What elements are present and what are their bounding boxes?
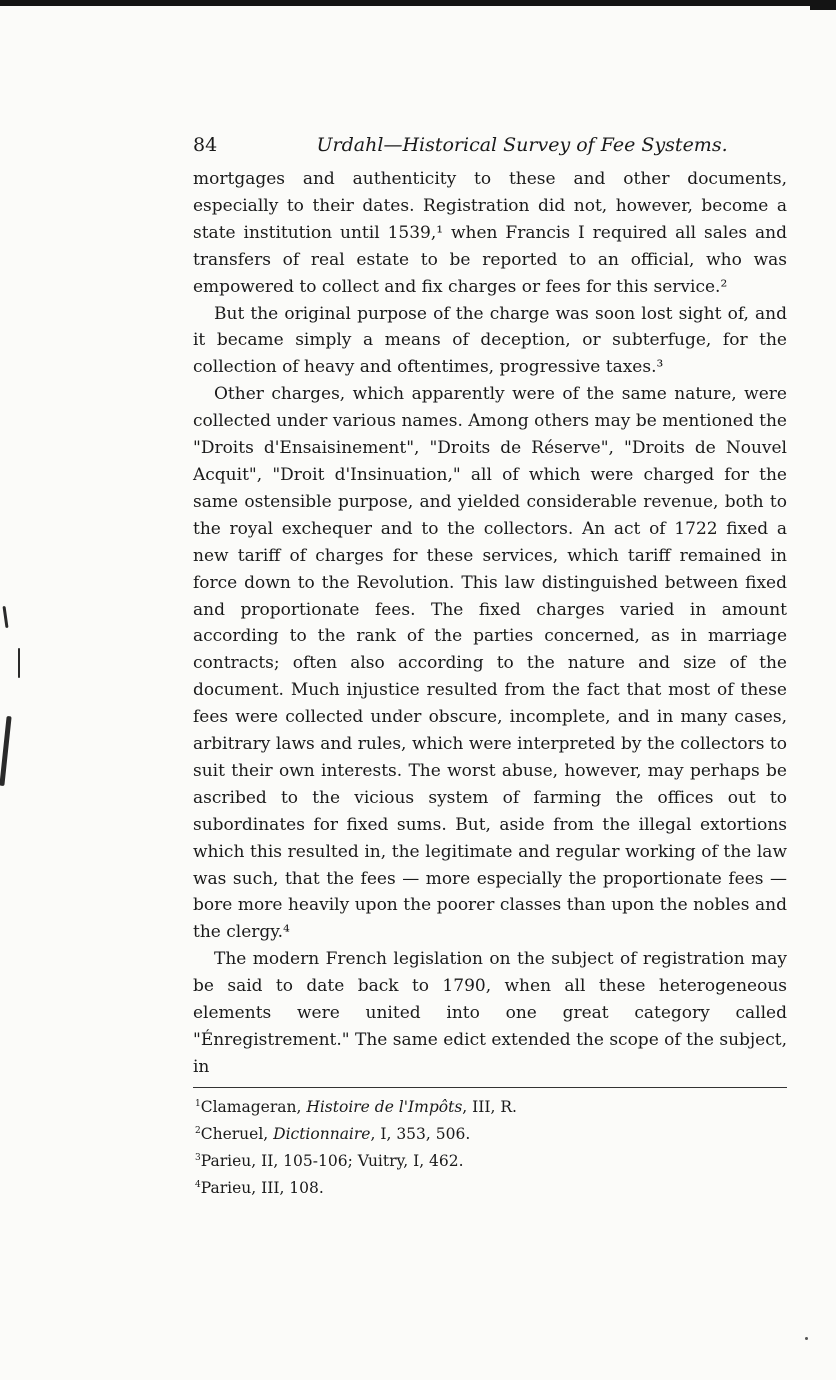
footnote-mark: 1 xyxy=(195,1098,201,1109)
footnote xyxy=(195,1092,787,1119)
footnote-text: , III, R. xyxy=(462,1097,517,1116)
scan-gutter-mark xyxy=(2,606,8,628)
footnote-text: Clamageran, xyxy=(200,1097,307,1116)
footnote xyxy=(195,1119,787,1146)
paragraph: mortgages and authenticity to these and other documents, especially to their dates. Registration did not, however, become a state institution until 1539,¹ when Francis I required all sales and transfers of real estate to be reported to an official, who was empowered to collect and fix charges or fees for this service.² xyxy=(193,169,787,297)
body-text xyxy=(193,166,787,1081)
footnote xyxy=(195,1173,787,1200)
running-title: Urdahl—Historical Survey of Fee Systems. xyxy=(316,134,728,156)
footnote-mark: 4 xyxy=(195,1180,201,1191)
paragraph: Other charges, which apparently were of the same nature, were collected under various names. Among others may be mentioned the "Droits d'Ensaisinement", "Droits de Réserve", "Droits de Nouvel Acquit", "Droit d'Insinuation," all of which were charged for the same ostensible purpose, and yielded considerable revenue, both to the royal exchequer and to the collectors. An act of 1722 fixed a new tariff of charges for these services, which tariff remained in force down to the Revolution. This law distinguished between fixed and proportionate fees. The fixed charges varied in amount according to the rank of the parties concerned, as in marriage contracts; often also according to the nature and size of the document. Much injustice resulted from the fact that most of these fees were collected under obscure, incomplete, and in many cases, arbitrary laws and rules, which were interpreted by the collectors to suit their own interests. The worst abuse, however, may perhaps be ascribed to the vicious system of farming the offices out to subordinates for fixed sums. But, aside from the illegal extortions which this resulted in, the legitimate and regular working of the law was such, that the fees — more especially the proportionate fees — bore more heavily upon the poorer classes than upon the nobles and the clergy.⁴ xyxy=(193,384,787,943)
footnote-mark: 2 xyxy=(195,1125,201,1136)
scan-gutter-mark xyxy=(18,648,20,678)
footnote-divider xyxy=(193,1087,787,1088)
book-page xyxy=(193,134,787,1200)
footnote-text: , I, 353, 506. xyxy=(370,1125,471,1144)
paragraph: But the original purpose of the charge was soon lost sight of, and it became simply a means of deception, or subterfuge, for the collection of heavy and oftentimes, progressive taxes.³ xyxy=(193,303,787,378)
footnote xyxy=(195,1146,787,1173)
footnote-text: Parieu, III, 108. xyxy=(200,1179,324,1198)
paragraph: The modern French legislation on the subject of registration may be said to date back to 1790, when all these heterogeneous elements were united into one great category called "Énregistrement." The same edict extended the scope of the subject, in xyxy=(193,949,787,1077)
scan-gutter-mark xyxy=(0,716,12,786)
footnote-title: Dictionnaire xyxy=(273,1125,371,1144)
footnote-title: Histoire de l'Impôts xyxy=(306,1097,463,1116)
page-number: 84 xyxy=(193,134,218,156)
footnote-text: Cheruel, xyxy=(200,1125,274,1144)
footnotes xyxy=(193,1092,787,1201)
scan-speck xyxy=(805,1337,808,1340)
footnote-mark: 3 xyxy=(195,1153,201,1164)
scan-corner-mark xyxy=(810,0,836,10)
running-header xyxy=(193,134,787,156)
scan-top-edge xyxy=(0,0,836,6)
footnote-text: Parieu, II, 105-106; Vuitry, I, 462. xyxy=(200,1152,464,1171)
